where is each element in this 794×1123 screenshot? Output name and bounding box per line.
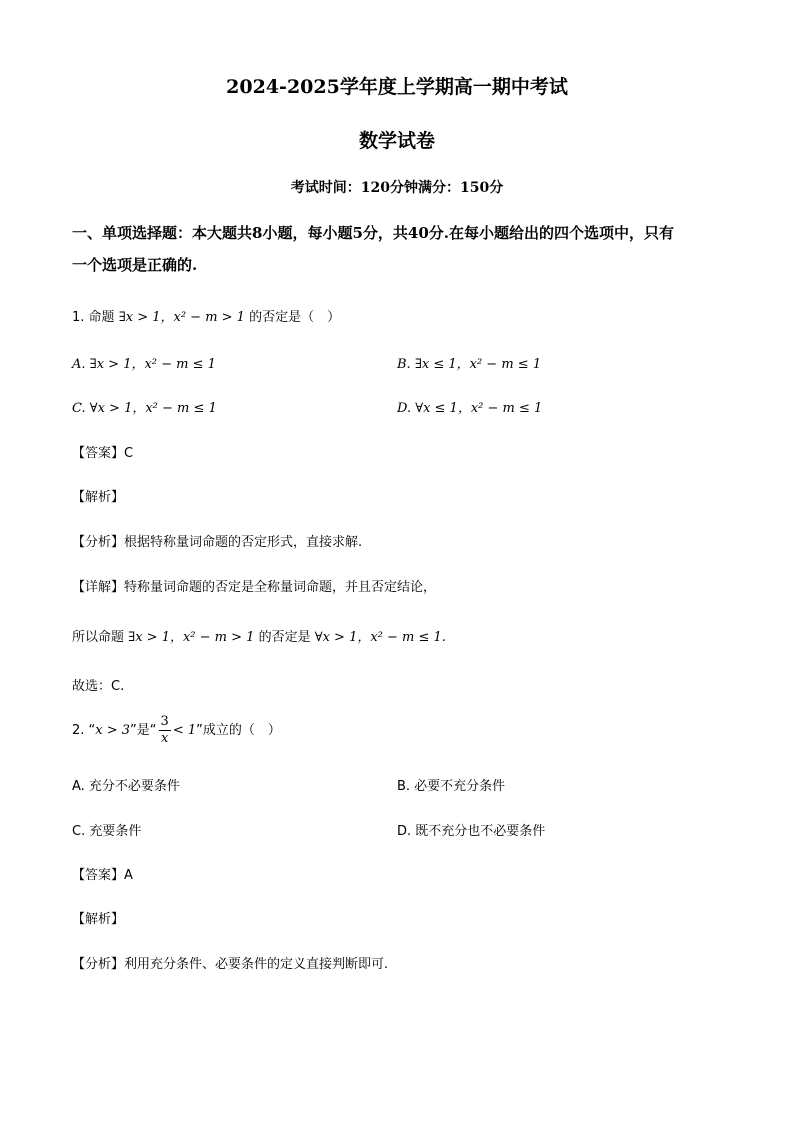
q2-option-d: D. 既不充分也不必要条件 bbox=[397, 824, 546, 839]
q1-answer-tag: 【答案】 bbox=[72, 446, 125, 461]
q2-option-a: A. 充分不必要条件 bbox=[72, 779, 180, 794]
q1-detail-text: 特称量词命题的否定是全称量词命题，并且否定结论， bbox=[124, 580, 437, 595]
q1-option-a bbox=[72, 353, 216, 372]
q1-option-d-text: D. ∀x ≤ 1，x² − m ≤ 1 bbox=[397, 401, 543, 416]
q1-stem-prefix: 1. 命题 bbox=[72, 310, 115, 325]
q2-answer bbox=[72, 864, 133, 883]
section-heading-line2: 一个选项是正确的. bbox=[72, 256, 198, 274]
q2-option-b: B. 必要不充分条件 bbox=[397, 779, 506, 794]
q2-frac-num: 3 bbox=[160, 714, 169, 729]
q1-conclusion: 故选：C. bbox=[72, 679, 125, 694]
q1-analysis-tag: 【解析】 bbox=[72, 490, 125, 505]
q2-stem-prefix: 2. “ bbox=[72, 723, 96, 738]
q2-fenxi-text: 利用充分条件、必要条件的定义直接判断即可. bbox=[124, 957, 389, 972]
exam-info: 考试时间：120分钟满分：150分 bbox=[290, 180, 504, 196]
q2-stem-mid: ”是“ bbox=[130, 723, 157, 738]
q1-option-b-text: B. ∃x ≤ 1，x² − m ≤ 1 bbox=[397, 357, 542, 372]
q1-option-c bbox=[72, 397, 217, 416]
q2-fenxi bbox=[72, 953, 388, 972]
q1-option-a-text: A. ∃x > 1，x² − m ≤ 1 bbox=[72, 357, 216, 372]
q1-detail2-math2: ∀x > 1，x² − m ≤ 1. bbox=[314, 630, 446, 645]
q1-detail2-mid: 的否定是 bbox=[258, 630, 311, 645]
q1-fenxi-tag: 【分析】 bbox=[72, 535, 125, 550]
q1-option-b bbox=[397, 353, 541, 372]
q2-stem-suffix: ”成立的（ ） bbox=[196, 723, 281, 738]
q1-fenxi bbox=[72, 531, 362, 550]
q2-stem-math1: x > 3 bbox=[95, 723, 131, 738]
q1-answer bbox=[72, 442, 133, 461]
q2-option-c: C. 充要条件 bbox=[72, 824, 142, 839]
q1-detail-2 bbox=[72, 626, 446, 645]
question-1-stem bbox=[72, 306, 340, 325]
q2-fenxi-tag: 【分析】 bbox=[72, 957, 125, 972]
q1-option-c-text: C. ∀x > 1，x² − m ≤ 1 bbox=[72, 401, 217, 416]
exam-title: 2024-2025学年度上学期高一期中考试 bbox=[226, 76, 568, 98]
q1-stem-math: ∃x > 1，x² − m > 1 bbox=[118, 310, 245, 325]
q1-option-d bbox=[397, 397, 542, 416]
q1-answer-value: C bbox=[124, 446, 134, 461]
q2-stem-math2: < 1 bbox=[172, 723, 197, 738]
q1-stem-suffix: 的否定是（ ） bbox=[249, 310, 341, 325]
question-2-stem bbox=[72, 714, 281, 747]
q1-detail-tag: 【详解】 bbox=[72, 580, 125, 595]
exam-subject: 数学试卷 bbox=[358, 130, 435, 152]
q1-fenxi-text: 根据特称量词命题的否定形式，直接求解. bbox=[124, 535, 363, 550]
q1-detail bbox=[72, 576, 436, 595]
q1-detail2-math1: ∃x > 1，x² − m > 1 bbox=[128, 630, 255, 645]
q2-analysis-tag: 【解析】 bbox=[72, 912, 125, 927]
q2-answer-tag: 【答案】 bbox=[72, 868, 125, 883]
q1-detail2-prefix: 所以命题 bbox=[72, 630, 125, 645]
q2-fraction bbox=[159, 714, 171, 747]
section-heading-line1: 一、单项选择题：本大题共8小题，每小题5分，共40分.在每小题给出的四个选项中，只有 bbox=[72, 224, 674, 242]
q2-answer-value: A bbox=[124, 868, 133, 883]
q2-frac-den: x bbox=[161, 731, 169, 746]
